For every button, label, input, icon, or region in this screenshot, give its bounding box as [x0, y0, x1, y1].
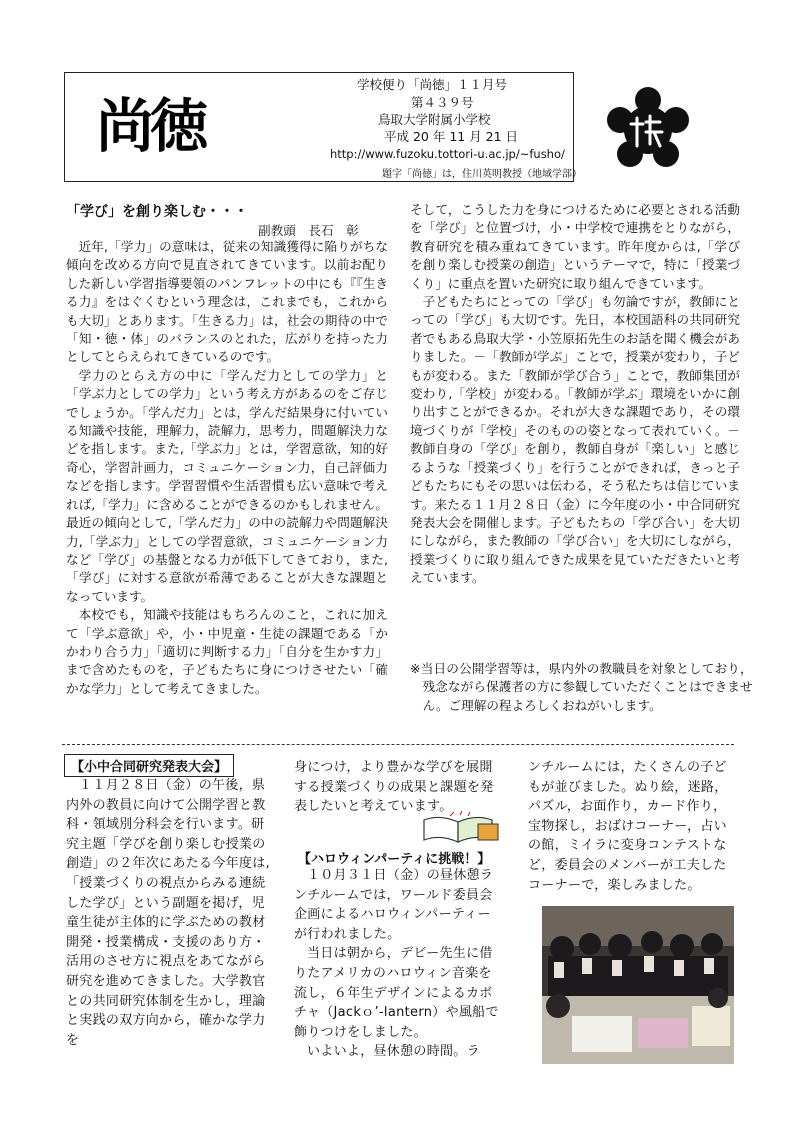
article3-title: 【ハロウィンパーティに挑戦！】 [298, 852, 491, 867]
article1-note: ※当日の公開学習等は，県内外の教職員を対象としており，残念ながら保護者の方に参観していただくことはできません。ご理解の程よろしくおねがいします。 [410, 661, 753, 713]
article1-left-column [66, 238, 388, 698]
school-url: http://www.fuzoku.tottori-u.ac.jp/~fusho/ [330, 147, 565, 161]
halloween-party-photo [542, 906, 734, 1064]
logo-credit: 題字「尚徳」は，住川英明教授（地域学部） [382, 169, 582, 180]
paragraph: 学力のとらえ方の中に「学んだ力としての学力」と「学ぶ力としての学力」という考え方があるのをご存じでしょうか。「学んだ力」とは，学んだ結果身に付いている知識や技能，理解力，読解力，思考力，問題解決力などを指します。また,「学ぶ力」とは，学習意欲，知的好奇心，学習計画力，コミュニケーション力，自己評価力などを指します。学習習慣や生活習慣も広い意味で考えれば,「学力」に含めることができるのかもしれません。最近の傾向として,「学んだ力」の中の読解力や問題解決力,「学ぶ力」としての学習意欲，コミュニケーション力など「学び」の基盤となる力が低下してきており，また,「学び」に対する意欲が希薄であることが大きな課題となっています。 [66, 367, 388, 604]
article2-text: １１月２８日（金）の午後，県内外の教員に向けて公開学習と教科・領域別分科会を行います。研究主題「学びを創り楽しむ授業の創造」の２年次にあたる今年度は,「授業づくりの視点からみる連続した学び」という副題を掲げ，児童生徒が主体的に学ぶための教材開発・授業構成・支援のあり方・活用のさせ方に視点をあてながら研究を進めてきました。大学教官との共同研究体制を生かし，理論と実践の双方向から，確かな学力を [66, 778, 270, 1048]
paragraph: １０月３１日（金）の昼休憩ランチルームでは，ワールド委員会企画によるハロウィンパーティーが行われました。 [294, 868, 494, 942]
article3-text [294, 866, 504, 1062]
paragraph: 子どもたちにとっての「学び」も勿論ですが，教師にとっての「学び」も大切です。先日，本校国語科の共同研究者でもある鳥取大学・小笠原拓先生のお話を聞く機会がありました。－「教師が学ぶ」ことで，授業が変わり，子どもが変わる。また「教師が学び合う」ことで，教師集団が変わり,「学校」が変わる。「教師が学ぶ」環境をいかに創り出すことができるか。それが大きな課題であり，その環境づくりが「学校」そのものの姿となって表れていく。－教師自身の「学び」を創り，教師自身が「楽しい」と感じるような「授業づくり」を行うことができれば，きっと子どもたちにもその思いは伝わる，そう私たちは信じています。来たる１１月２８日（金）に今年度の小・中合同研究発表大会を開催します。子どもたちの「学び合い」を大切にしながら，また教師の「学び合い」を大切にしながら，授業づくりに取り組んできた成果を見ていただきたいと考えています。 [410, 294, 740, 586]
paragraph: 本校でも，知識や技能はもちろんのこと，これに加えて「学ぶ意欲」や，小・中児童・生徒の課題である「かかわり合う力」「適切に判断する力」「自分を生かす力」まで含めたものを，子どもたちに身につけさせたい「確かな学力」として考えてきました。 [66, 607, 388, 696]
article1-title: 「学び」を創り楽しむ・・・ [66, 204, 248, 220]
paragraph: そして，こうした力を身につけるために必要とされる活動を「学び」と位置づけ，小・中学校で連携をとりながら，教育研究を積み重ねてきています。昨年度からは,「学びを創り楽しむ授業の創造」というテーマで，特に「授業づくり」に重点を置いた研究に取り組んできています。 [410, 202, 740, 291]
paragraph: いよいよ，昼休憩の時間。ラ [307, 1044, 480, 1060]
school-name: 鳥取大学附属小学校 [378, 112, 491, 127]
paragraph: 当日は朝から，デビー先生に借りたアメリカのハロウィン音楽を流し，６年生デザインによるカボチャ（Jackｏ’-lantern）や風船で飾りつけをしました。 [294, 946, 499, 1040]
paragraph: 近年,「学力」の意味は，従来の知識獲得に陥りがちな傾向を改める方向で見直されてきています。以前お配りした新しい学習指導要領のパンフレットの中にも『『生きる力』をはぐくむという理念は，これまでも，これからも大切」とあります。「生きる力」は，社会の期待の中で「知・徳・体」のバランスのとれた，広がりを持った力としてとらえられてきているのです。 [66, 239, 388, 365]
school-emblem-icon [604, 86, 692, 174]
masthead-logo: 尚徳 [96, 92, 205, 160]
article2-title: 【小中合同研究発表大会】 [64, 754, 234, 777]
open-book-icon [420, 810, 500, 844]
article3-continuation: ンチルームには，たくさんの子どもが並びました。ぬり絵，迷路，パズル，お面作り，カード作り，宝物探し，おばけコーナー，占いの館，ミイラに変身コンテストなど，委員会のメンバーが工夫したコーナーで，楽しみました。 [528, 760, 728, 893]
article1-right-column [410, 201, 740, 588]
article2-continuation: 身につけ，より豊かな学びを展開する授業づくりの成果と課題を発表したいと考えています。 [294, 760, 494, 815]
newsletter-name: 学校便り「尚徳」１１月号 [357, 77, 508, 92]
issue-date: 平成 20 年 11 月 21 日 [384, 129, 519, 144]
section-divider [62, 744, 734, 745]
issue-number: 第４３９号 [411, 95, 474, 110]
article1-byline: 副教頭 長石 彰 [258, 223, 359, 238]
